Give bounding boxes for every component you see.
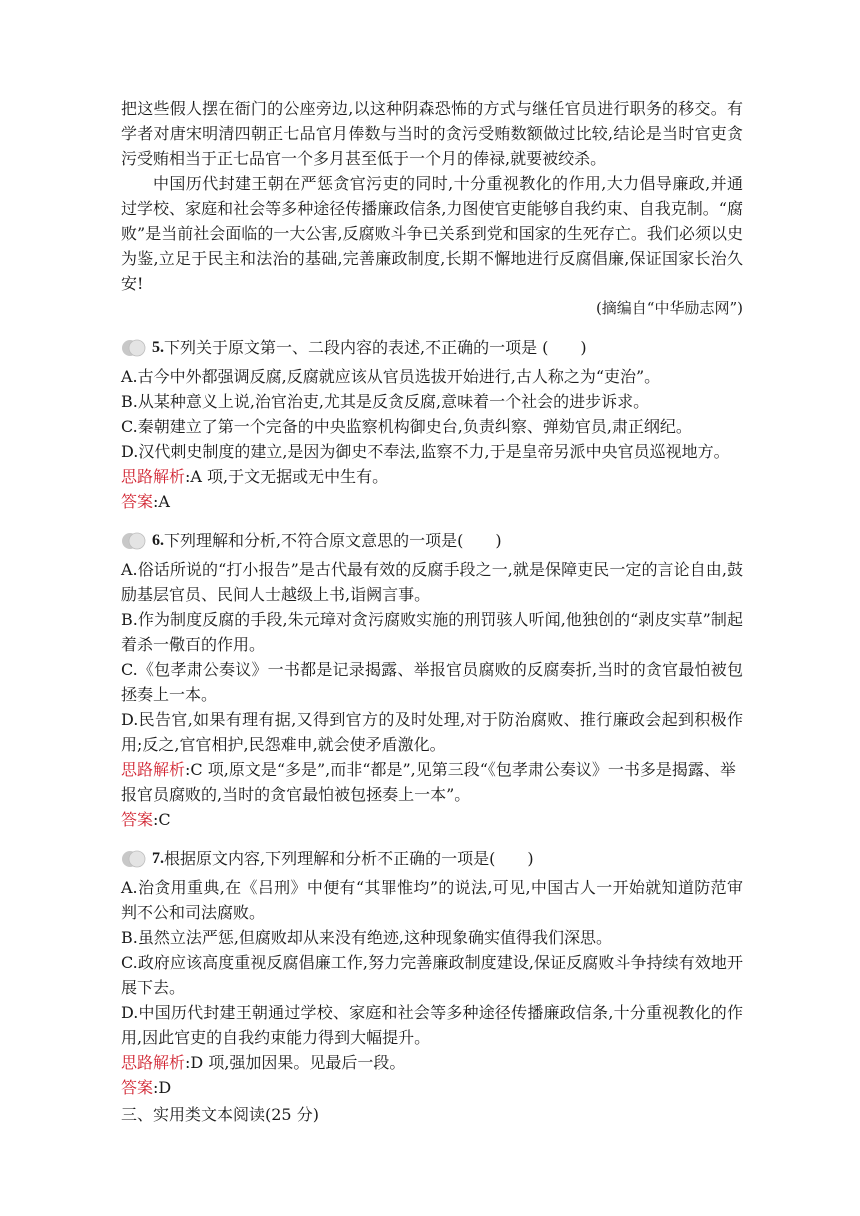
- analysis-label: 思路解析: [121, 467, 186, 486]
- option-d: D.民告官,如果有理有据,又得到官方的及时处理,对于防治腐败、推行廉政会起到积极作用;反之,官官相护,民怨难申,就会使矛盾激化。: [121, 710, 743, 754]
- question-6-stem: [121, 528, 743, 553]
- answer-label: 答案: [121, 1078, 154, 1097]
- section-heading: 三、实用类文本阅读(25 分): [121, 1105, 319, 1124]
- question-bullet-icon: [121, 339, 149, 357]
- analysis-text: :D 项,强加因果。见最后一段。: [185, 1053, 406, 1072]
- answer-label: 答案: [121, 810, 154, 829]
- question-text: 根据原文内容,下列理解和分析不正确的一项是( ): [164, 849, 534, 868]
- analysis: [121, 1050, 743, 1075]
- analysis-text: :A 项,于文无据或无中生有。: [185, 467, 389, 486]
- option-c: C.《包孝肃公奏议》一书都是记录揭露、举报官员腐败的反腐奏折,当时的贪官最怕被包拯奏上一本。: [121, 660, 743, 704]
- analysis-label: 思路解析: [121, 760, 186, 779]
- answer: [121, 807, 743, 832]
- answer-text: :D: [153, 1078, 172, 1097]
- analysis-text: :C 项,原文是“多是”,而非“都是”,见第三段“《包孝肃公奏议》一书多是揭露、举报官员腐败的,当时的贪官最怕被包拯奏上一本”。: [121, 760, 736, 804]
- answer-text: :A: [153, 492, 170, 511]
- question-bullet-icon: [121, 850, 149, 868]
- question-5-stem: [121, 335, 743, 360]
- document-content: [121, 96, 743, 1127]
- option-b: B.从某种意义上说,治官治吏,尤其是反贪反腐,意味着一个社会的进步诉求。: [121, 392, 650, 411]
- intro-paragraph-2: 中国历代封建王朝在严惩贪官污吏的同时,十分重视教化的作用,大力倡导廉政,并通过学校、家庭和社会等多种途径传播廉政信条,力图使官吏能够自我约束、自我克制。“腐败”是当前社会面临的一大公害,反腐败斗争已关系到党和国家的生死存亡。我们必须以史为鉴,立足于民主和法治的基础,完善廉政制度,长期不懈地进行反腐倡廉,保证国家长治久安!: [121, 174, 743, 293]
- question-number: 6.: [152, 532, 164, 549]
- analysis-label: 思路解析: [121, 1053, 186, 1072]
- answer: [121, 489, 743, 514]
- option-b: B.虽然立法严惩,但腐败却从来没有绝迹,这种现象确实值得我们深思。: [121, 928, 613, 947]
- option-a: A.古今中外都强调反腐,反腐就应该从官员选拔开始进行,古人称之为“吏治”。: [121, 367, 661, 386]
- option-c: C.政府应该高度重视反腐倡廉工作,努力完善廉政制度建设,保证反腐败斗争持续有效地开展下去。: [121, 953, 743, 997]
- question-number: 7.: [152, 850, 164, 867]
- option-d: D.中国历代封建王朝通过学校、家庭和社会等多种途径传播廉政信条,十分重视教化的作用,因此官吏的自我约束能力得到大幅提升。: [121, 1003, 743, 1047]
- answer-text: :C: [153, 810, 171, 829]
- question-number: 5.: [152, 339, 164, 356]
- option-a: A.治贪用重典,在《吕刑》中便有“其罪惟均”的说法,可见,中国古人一开始就知道防范审判不公和司法腐败。: [121, 878, 743, 922]
- question-text: 下列关于原文第一、二段内容的表述,不正确的一项是 ( ): [164, 338, 587, 357]
- option-b: B.作为制度反腐的手段,朱元璋对贪污腐败实施的刑罚骇人听闻,他独创的“剥皮实草”制起着杀一儆百的作用。: [121, 610, 743, 654]
- analysis: [121, 757, 743, 807]
- option-d: D.汉代刺史制度的建立,是因为御史不奉法,监察不力,于是皇帝另派中央官员巡视地方。: [121, 442, 730, 461]
- option-a: A.俗话所说的“打小报告”是古代最有效的反腐手段之一,就是保障吏民一定的言论自由,鼓励基层官员、民间人士越级上书,诣阙言事。: [121, 560, 743, 604]
- question-7-stem: [121, 846, 743, 871]
- option-c: C.秦朝建立了第一个完备的中央监察机构御史台,负责纠察、弹劾官员,肃正纲纪。: [121, 417, 692, 436]
- analysis: [121, 464, 743, 489]
- answer: [121, 1075, 743, 1100]
- intro-paragraph-1: 把这些假人摆在衙门的公座旁边,以这种阴森恐怖的方式与继任官员进行职务的移交。有学者对唐宋明清四朝正七品官月俸数与当时的贪污受贿数额做过比较,结论是当时官吏贪污受贿相当于正七品官一个多月甚至低于一个月的俸禄,就要被绞杀。: [121, 99, 743, 168]
- answer-label: 答案: [121, 492, 154, 511]
- question-bullet-icon: [121, 532, 149, 550]
- source-citation: (摘编自“中华励志网”): [595, 299, 743, 317]
- question-text: 下列理解和分析,不符合原文意思的一项是( ): [164, 531, 502, 550]
